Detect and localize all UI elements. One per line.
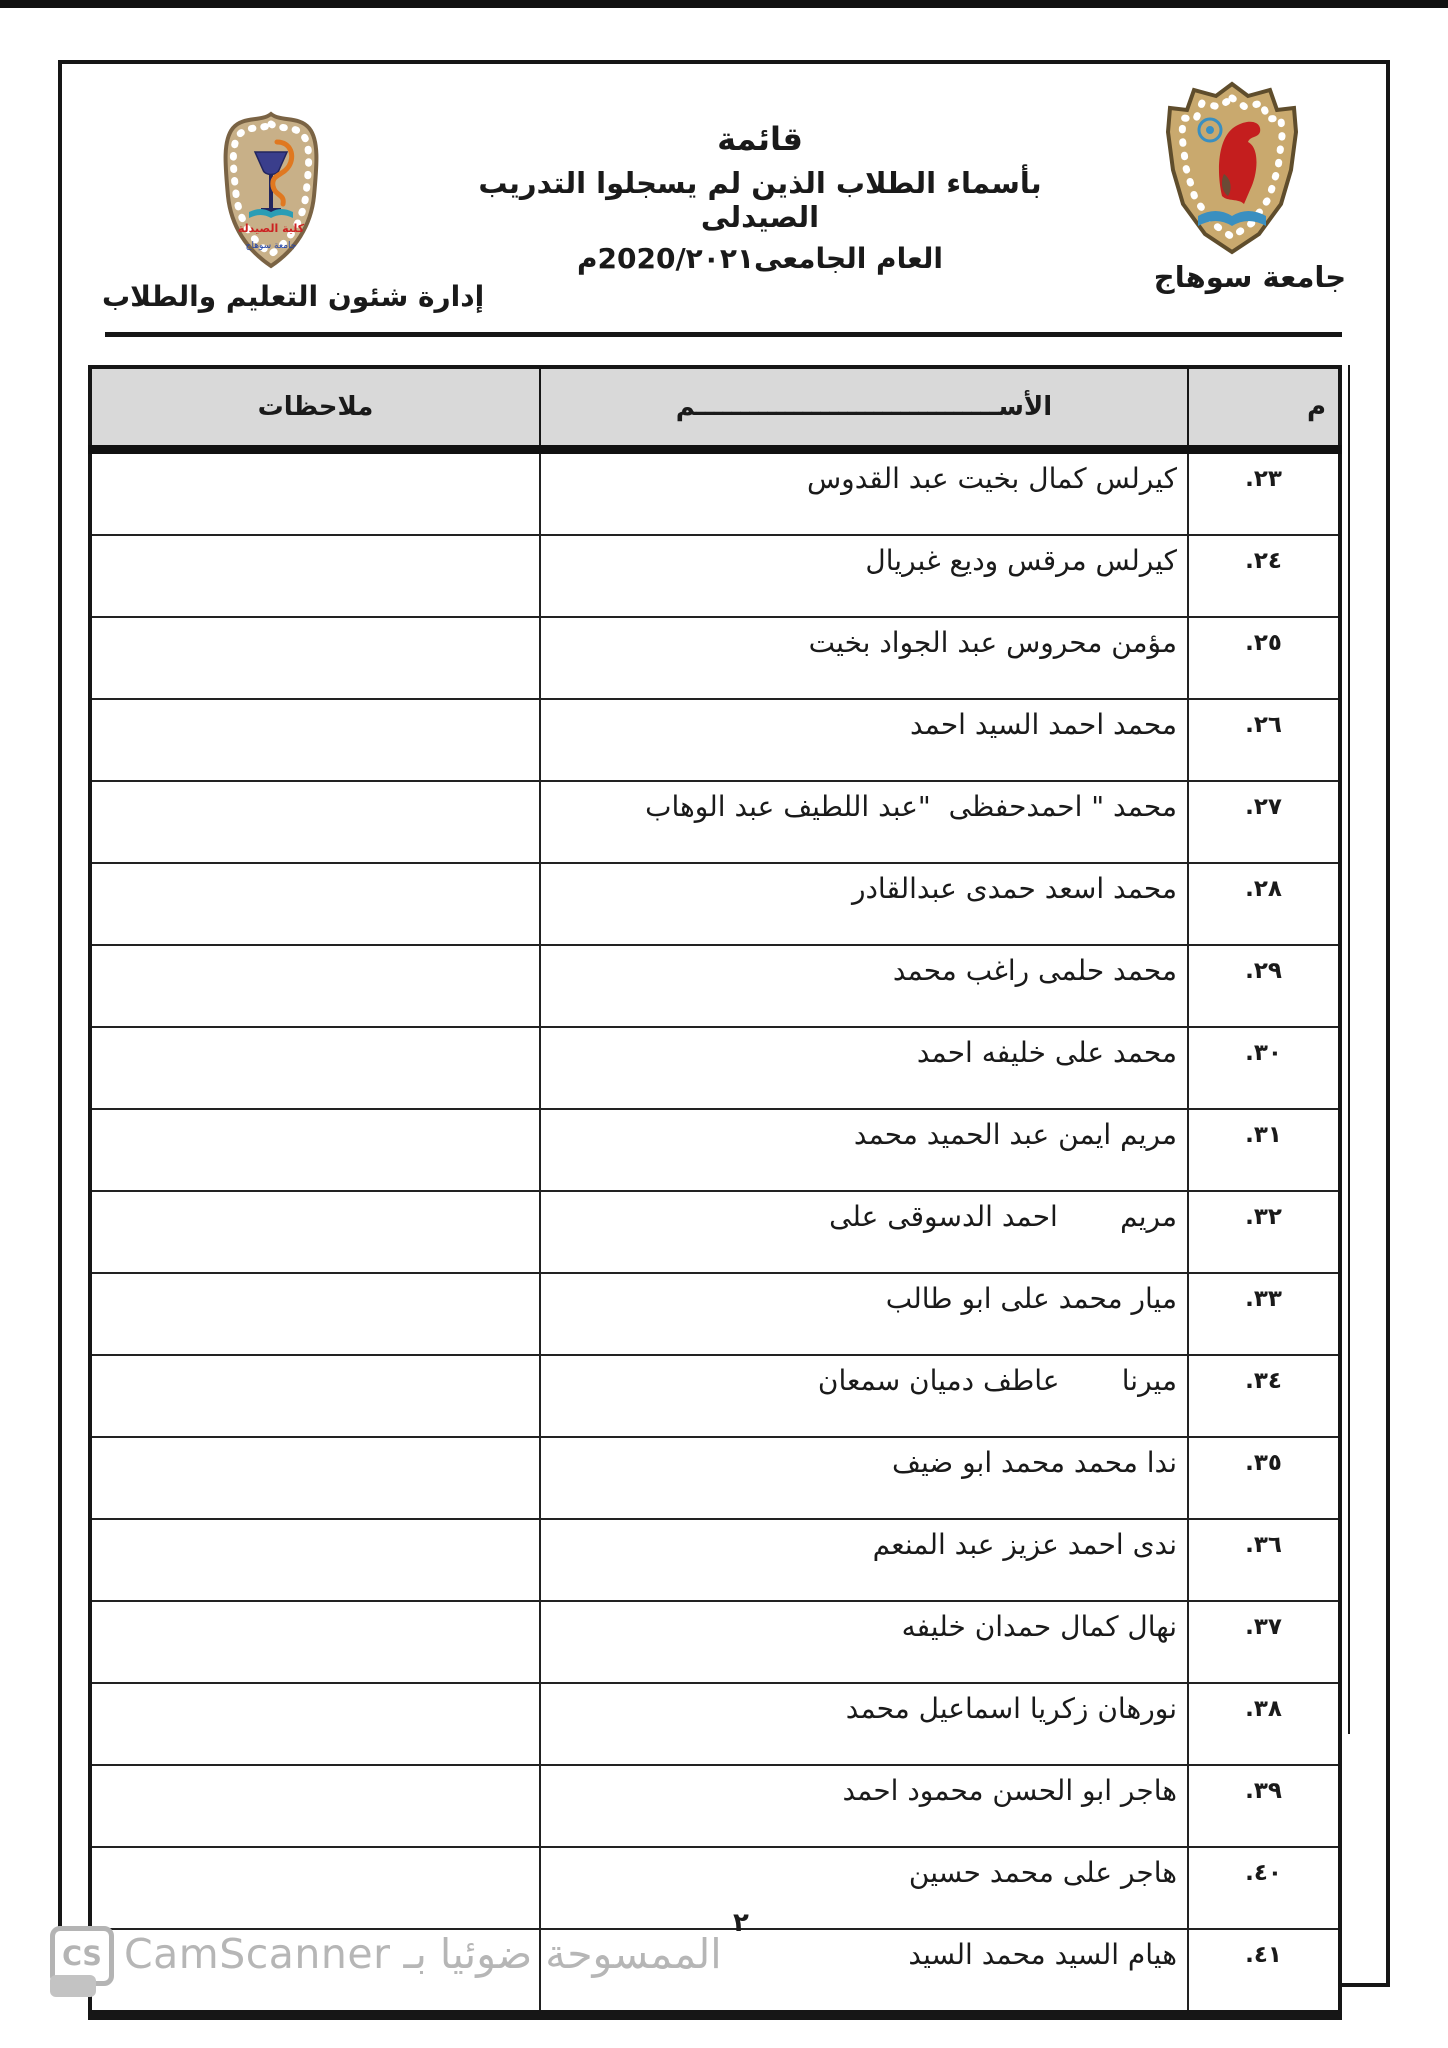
- table-row: [90, 1027, 1340, 1109]
- notes-cell: [90, 535, 540, 617]
- notes-cell: [90, 781, 540, 863]
- row-number-cell: ٢٧.: [1188, 781, 1340, 863]
- watermark-text: الممسوحة ضوئيا بـ CamScanner: [124, 1930, 722, 1978]
- row-number-cell: ٣٥.: [1188, 1437, 1340, 1519]
- row-number-cell: ٣٣.: [1188, 1273, 1340, 1355]
- table-row: [90, 617, 1340, 699]
- row-number-cell: ٣٤.: [1188, 1355, 1340, 1437]
- notes-cell: [90, 863, 540, 945]
- row-number-cell: ٢٩.: [1188, 945, 1340, 1027]
- student-name-cell: مؤمن محروس عبد الجواد بخيت: [540, 617, 1188, 699]
- sohag-university-logo: [1158, 78, 1306, 268]
- row-number-cell: ٢٤.: [1188, 535, 1340, 617]
- document-title-block: [430, 120, 1090, 275]
- student-name-cell: نورهان زكريا اسماعيل محمد: [540, 1683, 1188, 1765]
- row-number-cell: ٢٥.: [1188, 617, 1340, 699]
- university-shield-icon: [1158, 78, 1306, 264]
- table-row: [90, 535, 1340, 617]
- row-number-cell: ٣٢.: [1188, 1191, 1340, 1273]
- title-line-2: بأسماء الطلاب الذين لم يسجلوا التدريب الصيدلى: [478, 166, 1042, 234]
- column-header-name: الأســــــــــــــــــــــــــــــــــم: [540, 367, 1188, 450]
- row-number-cell: ٢٦.: [1188, 699, 1340, 781]
- pharmacy-logo-text-faculty: كلية الصيدلة: [237, 222, 305, 235]
- notes-cell: [90, 1847, 540, 1929]
- column-header-number: م: [1188, 367, 1340, 450]
- table-row: [90, 863, 1340, 945]
- notes-cell: [90, 1683, 540, 1765]
- notes-cell: [90, 1109, 540, 1191]
- students-table: [88, 365, 1342, 2020]
- camscanner-icon-tab: [50, 1975, 96, 1997]
- row-number-cell: ٣٩.: [1188, 1765, 1340, 1847]
- pharmacy-shield-icon: [215, 108, 327, 276]
- camscanner-icon-label: CS: [62, 1940, 102, 1972]
- row-number-cell: ٣٦.: [1188, 1519, 1340, 1601]
- row-number-cell: ٤١.: [1188, 1929, 1340, 2015]
- table-outer-double-border: [1348, 365, 1350, 1734]
- notes-cell: [90, 1355, 540, 1437]
- university-name-caption: جامعة سوهاج: [1153, 260, 1347, 294]
- notes-cell: [90, 1765, 540, 1847]
- notes-cell: [90, 617, 540, 699]
- student-name-cell: نهال كمال حمدان خليفه: [540, 1601, 1188, 1683]
- camscanner-icon: [50, 1926, 114, 1986]
- department-title: إدارة شئون التعليم والطلاب: [102, 280, 485, 313]
- pharmacy-college-logo: [215, 108, 327, 280]
- table-row: [90, 1683, 1340, 1765]
- notes-cell: [90, 450, 540, 536]
- row-number-cell: ٢٣.: [1188, 450, 1340, 536]
- table-row: [90, 945, 1340, 1027]
- student-name-cell: محمد اسعد حمدى عبدالقادر: [540, 863, 1188, 945]
- student-name-cell: هاجر ابو الحسن محمود احمد: [540, 1765, 1188, 1847]
- table-row: [90, 1437, 1340, 1519]
- notes-cell: [90, 1027, 540, 1109]
- notes-cell: [90, 945, 540, 1027]
- student-name-cell: هيام السيد محمد السيد: [540, 1929, 1188, 2015]
- table-row: [90, 1109, 1340, 1191]
- table-row: [90, 1191, 1340, 1273]
- row-number-cell: ٤٠.: [1188, 1847, 1340, 1929]
- student-name-cell: محمد احمد السيد احمد: [540, 699, 1188, 781]
- page-number: ٢: [733, 1908, 749, 1938]
- scanner-edge-artifact: [0, 0, 1448, 8]
- table-row: [90, 450, 1340, 536]
- student-name-cell: ميار محمد على ابو طالب: [540, 1273, 1188, 1355]
- student-name-cell: مريم احمد الدسوقى على: [540, 1191, 1188, 1273]
- student-name-cell: مريم ايمن عبد الحميد محمد: [540, 1109, 1188, 1191]
- row-number-cell: ٣٠.: [1188, 1027, 1340, 1109]
- table-row: [90, 1519, 1340, 1601]
- table-row: [90, 1355, 1340, 1437]
- pharmacy-logo-text-university: جامعة سوهاج: [245, 241, 297, 251]
- student-name-cell: محمد حلمى راغب محمد: [540, 945, 1188, 1027]
- table-row: [90, 1273, 1340, 1355]
- notes-cell: [90, 1191, 540, 1273]
- row-number-cell: ٣٧.: [1188, 1601, 1340, 1683]
- student-name-cell: ندا محمد محمد ابو ضيف: [540, 1437, 1188, 1519]
- column-header-notes: ملاحظات: [90, 367, 540, 450]
- table-header: [90, 367, 1340, 450]
- row-number-cell: ٢٨.: [1188, 863, 1340, 945]
- notes-cell: [90, 1519, 540, 1601]
- notes-cell: [90, 1437, 540, 1519]
- table-header-row: [90, 367, 1340, 450]
- student-name-cell: ميرنا عاطف دميان سمعان: [540, 1355, 1188, 1437]
- row-number-cell: ٣١.: [1188, 1109, 1340, 1191]
- notes-cell: [90, 699, 540, 781]
- row-number-cell: ٣٨.: [1188, 1683, 1340, 1765]
- notes-cell: [90, 1273, 540, 1355]
- table-body: [90, 450, 1340, 2016]
- table-row: [90, 1847, 1340, 1929]
- student-name-cell: هاجر على محمد حسين: [540, 1847, 1188, 1929]
- table-row: [90, 699, 1340, 781]
- header-divider-rule: [105, 332, 1342, 337]
- table-row: [90, 781, 1340, 863]
- table-row: [90, 1765, 1340, 1847]
- student-name-cell: كيرلس مرقس وديع غبريال: [540, 535, 1188, 617]
- table-row: [90, 1601, 1340, 1683]
- notes-cell: [90, 1601, 540, 1683]
- title-line-3: العام الجامعى2020/٢٠٢١م: [576, 242, 944, 275]
- title-line-1: قائمة: [717, 120, 803, 158]
- student-name-cell: محمد " احمدحفظى "عبد اللطيف عبد الوهاب: [540, 781, 1188, 863]
- student-name-cell: محمد على خليفه احمد: [540, 1027, 1188, 1109]
- camscanner-watermark: [50, 1926, 728, 1986]
- student-name-cell: كيرلس كمال بخيت عبد القدوس: [540, 450, 1188, 536]
- student-name-cell: ندى احمد عزيز عبد المنعم: [540, 1519, 1188, 1601]
